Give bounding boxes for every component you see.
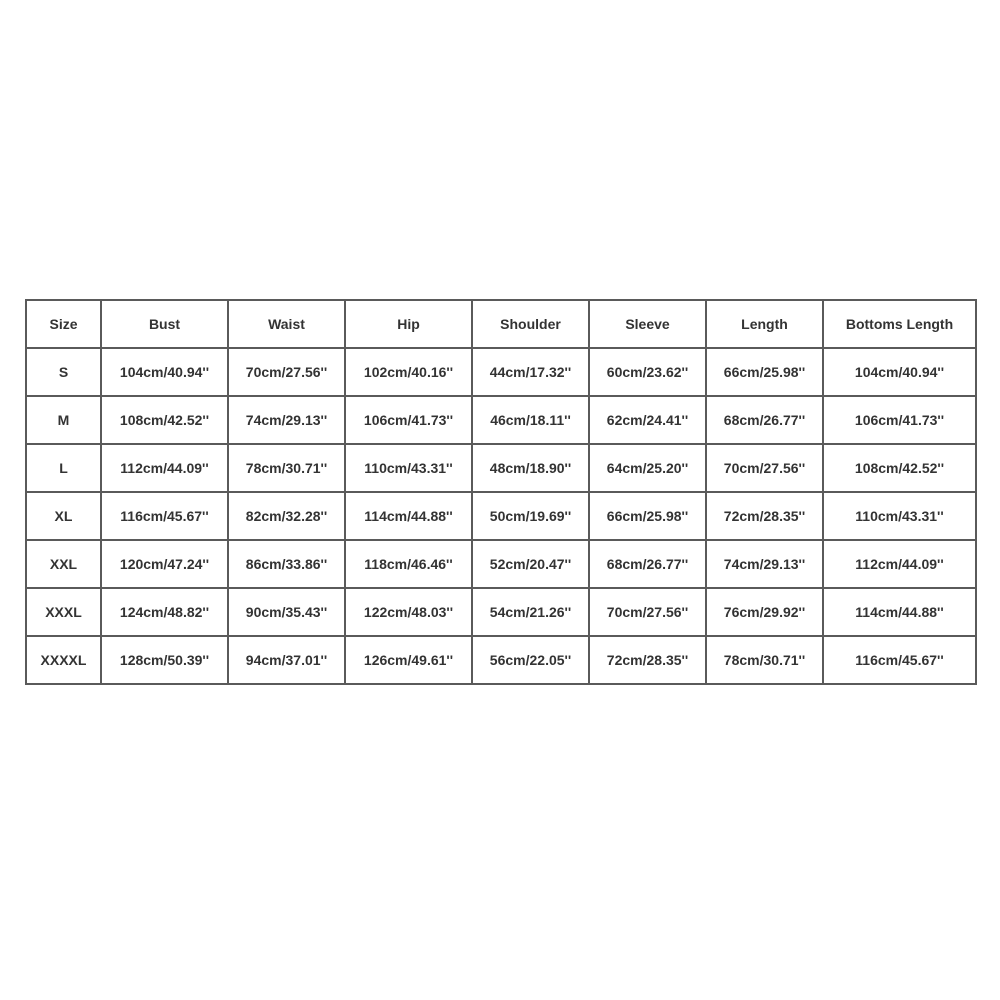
cell-size: XXXXL <box>26 636 101 684</box>
cell-shoulder: 56cm/22.05'' <box>472 636 589 684</box>
cell-sleeve: 62cm/24.41'' <box>589 396 706 444</box>
cell-length: 68cm/26.77'' <box>706 396 823 444</box>
cell-waist: 94cm/37.01'' <box>228 636 345 684</box>
cell-length: 72cm/28.35'' <box>706 492 823 540</box>
cell-sleeve: 70cm/27.56'' <box>589 588 706 636</box>
cell-shoulder: 52cm/20.47'' <box>472 540 589 588</box>
cell-size: XL <box>26 492 101 540</box>
header-bust: Bust <box>101 300 228 348</box>
cell-hip: 106cm/41.73'' <box>345 396 472 444</box>
cell-length: 70cm/27.56'' <box>706 444 823 492</box>
cell-waist: 82cm/32.28'' <box>228 492 345 540</box>
cell-hip: 114cm/44.88'' <box>345 492 472 540</box>
header-shoulder: Shoulder <box>472 300 589 348</box>
cell-size: S <box>26 348 101 396</box>
cell-shoulder: 44cm/17.32'' <box>472 348 589 396</box>
cell-waist: 90cm/35.43'' <box>228 588 345 636</box>
header-hip: Hip <box>345 300 472 348</box>
cell-waist: 86cm/33.86'' <box>228 540 345 588</box>
cell-sleeve: 68cm/26.77'' <box>589 540 706 588</box>
size-chart-table <box>25 299 977 685</box>
header-length: Length <box>706 300 823 348</box>
header-waist: Waist <box>228 300 345 348</box>
cell-bottoms-length: 112cm/44.09'' <box>823 540 976 588</box>
cell-hip: 126cm/49.61'' <box>345 636 472 684</box>
cell-shoulder: 48cm/18.90'' <box>472 444 589 492</box>
cell-shoulder: 46cm/18.11'' <box>472 396 589 444</box>
cell-size: XXXL <box>26 588 101 636</box>
cell-bottoms-length: 104cm/40.94'' <box>823 348 976 396</box>
cell-size: L <box>26 444 101 492</box>
cell-hip: 118cm/46.46'' <box>345 540 472 588</box>
cell-sleeve: 64cm/25.20'' <box>589 444 706 492</box>
table-header-row <box>26 300 976 348</box>
cell-length: 78cm/30.71'' <box>706 636 823 684</box>
cell-length: 74cm/29.13'' <box>706 540 823 588</box>
cell-bust: 108cm/42.52'' <box>101 396 228 444</box>
cell-shoulder: 50cm/19.69'' <box>472 492 589 540</box>
table-row <box>26 636 976 684</box>
cell-hip: 122cm/48.03'' <box>345 588 472 636</box>
cell-size: M <box>26 396 101 444</box>
cell-hip: 102cm/40.16'' <box>345 348 472 396</box>
cell-length: 76cm/29.92'' <box>706 588 823 636</box>
cell-sleeve: 60cm/23.62'' <box>589 348 706 396</box>
cell-bottoms-length: 114cm/44.88'' <box>823 588 976 636</box>
table-row <box>26 444 976 492</box>
cell-bottoms-length: 106cm/41.73'' <box>823 396 976 444</box>
cell-bust: 104cm/40.94'' <box>101 348 228 396</box>
table-row <box>26 492 976 540</box>
table-row <box>26 396 976 444</box>
table-row <box>26 588 976 636</box>
cell-bust: 116cm/45.67'' <box>101 492 228 540</box>
cell-hip: 110cm/43.31'' <box>345 444 472 492</box>
cell-bust: 128cm/50.39'' <box>101 636 228 684</box>
table-row <box>26 540 976 588</box>
cell-shoulder: 54cm/21.26'' <box>472 588 589 636</box>
cell-bust: 112cm/44.09'' <box>101 444 228 492</box>
cell-length: 66cm/25.98'' <box>706 348 823 396</box>
cell-size: XXL <box>26 540 101 588</box>
cell-bust: 124cm/48.82'' <box>101 588 228 636</box>
cell-bottoms-length: 110cm/43.31'' <box>823 492 976 540</box>
header-size: Size <box>26 300 101 348</box>
header-sleeve: Sleeve <box>589 300 706 348</box>
cell-waist: 74cm/29.13'' <box>228 396 345 444</box>
cell-bottoms-length: 108cm/42.52'' <box>823 444 976 492</box>
cell-bottoms-length: 116cm/45.67'' <box>823 636 976 684</box>
cell-sleeve: 72cm/28.35'' <box>589 636 706 684</box>
cell-waist: 78cm/30.71'' <box>228 444 345 492</box>
cell-bust: 120cm/47.24'' <box>101 540 228 588</box>
cell-sleeve: 66cm/25.98'' <box>589 492 706 540</box>
header-bottoms-length: Bottoms Length <box>823 300 976 348</box>
cell-waist: 70cm/27.56'' <box>228 348 345 396</box>
table-row <box>26 348 976 396</box>
